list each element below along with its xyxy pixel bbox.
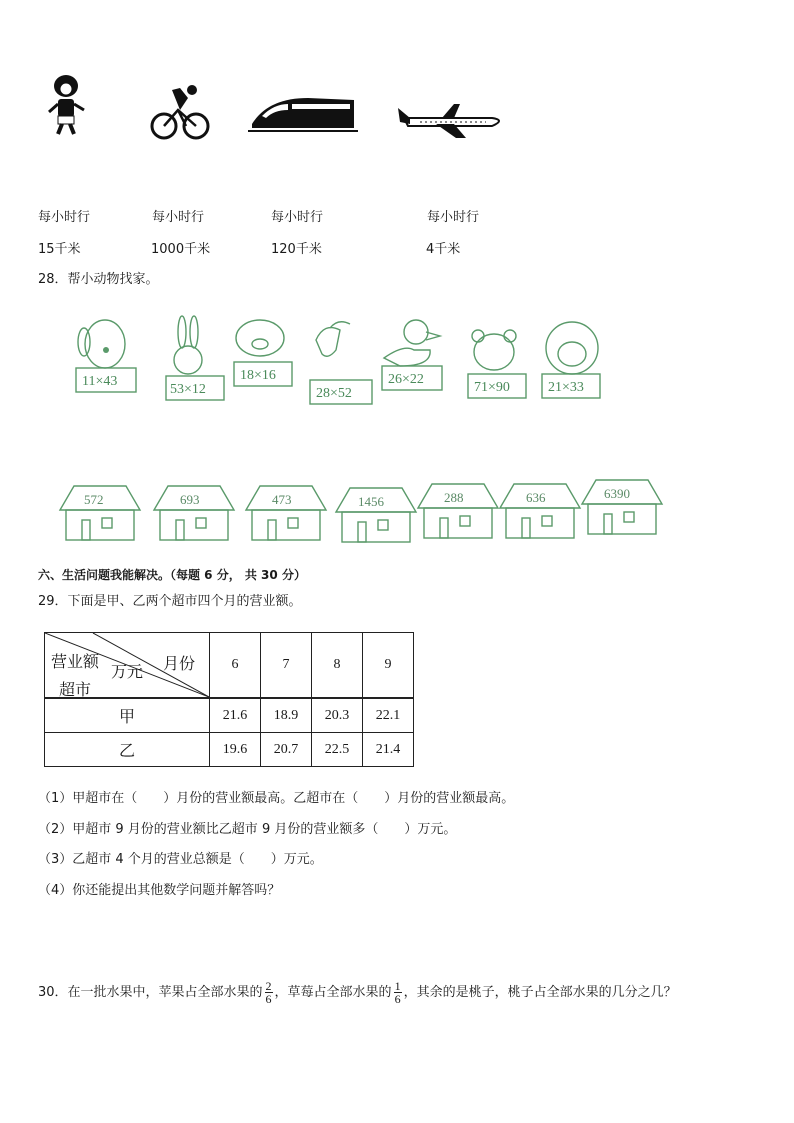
house-3	[246, 486, 326, 540]
fraction-numerator: 2	[265, 979, 272, 993]
month-header-6: 6	[210, 633, 261, 699]
fraction-denominator: 6	[265, 992, 272, 1006]
animal-expr-5: 26×22	[388, 372, 424, 387]
train-icon	[248, 94, 360, 134]
header-amount-label: 营业额	[51, 652, 100, 671]
person-walking-icon	[44, 72, 92, 140]
month-header-9: 9	[363, 633, 414, 699]
houses-row	[56, 474, 676, 544]
table-cell: 20.3	[312, 698, 363, 733]
vehicle-speed-3: 120千米	[271, 242, 322, 257]
table-cell: 21.6	[210, 698, 261, 733]
vehicle-label-4: 每小时行	[427, 210, 480, 225]
animal-expr-4: 28×52	[316, 386, 352, 401]
question-28: 28．帮小动物找家。	[38, 272, 159, 287]
table-cell: 22.5	[312, 733, 363, 767]
house-number-4: 1456	[358, 494, 384, 509]
vehicle-label-3: 每小时行	[271, 210, 324, 225]
house-2	[154, 486, 234, 540]
header-month-label: 月份	[163, 654, 196, 673]
vehicle-speed-4: 4千米	[426, 242, 461, 257]
question-29-sub2: （2）甲超市 9 月份的营业额比乙超市 9 月份的营业额多（ ）万元。	[38, 822, 457, 837]
section-6-title: 六、生活问题我能解决。（每题 6 分， 共 30 分）	[38, 568, 306, 582]
house-1	[60, 486, 140, 540]
table-header-row	[45, 633, 414, 699]
goat-icon	[310, 322, 372, 404]
question-29-sub3: （3）乙超市 4 个月的营业总额是（ ）万元。	[38, 852, 323, 867]
table-cell: 21.4	[363, 733, 414, 767]
diagonal-header-cell	[45, 633, 210, 699]
question-29: 29．下面是甲、乙两个超市四个月的营业额。	[38, 594, 302, 609]
header-unit-label: 万元	[111, 662, 144, 681]
animal-expr-2: 53×12	[170, 382, 206, 397]
house-number-2: 693	[180, 492, 200, 507]
house-number-7: 6390	[604, 486, 630, 501]
house-number-6: 636	[526, 490, 546, 505]
bear-icon	[468, 330, 526, 398]
house-6	[500, 484, 580, 538]
table-cell: 20.7	[261, 733, 312, 767]
question-30-part1: 30．在一批水果中，苹果占全部水果的	[38, 984, 263, 1000]
house-number-5: 288	[444, 490, 464, 505]
animals-row	[60, 310, 620, 410]
animal-expr-7: 21×33	[548, 380, 584, 395]
dog-icon	[76, 320, 136, 392]
vehicle-label-1: 每小时行	[38, 210, 91, 225]
house-4	[336, 488, 416, 542]
vehicle-speed-1: 15千米	[38, 242, 81, 257]
animal-expr-3: 18×16	[240, 368, 276, 383]
row-name-yi: 乙	[45, 733, 210, 767]
table-row	[45, 733, 414, 767]
house-number-3: 473	[272, 492, 292, 507]
question-30-part3: ，其余的是桃子，桃子占全部水果的几分之几？	[403, 984, 677, 1000]
vehicle-label-2: 每小时行	[152, 210, 205, 225]
fraction-denominator: 6	[394, 992, 401, 1006]
sales-table	[44, 632, 414, 767]
fraction-numerator: 1	[394, 979, 401, 993]
pig-icon	[234, 320, 292, 386]
header-market-label: 超市	[59, 680, 92, 699]
month-header-8: 8	[312, 633, 363, 699]
fraction-2-6	[265, 980, 273, 1005]
animal-expr-6: 71×90	[474, 380, 510, 395]
fraction-1-6	[394, 980, 402, 1005]
table-row	[45, 698, 414, 733]
question-30-part2: ，草莓占全部水果的	[274, 984, 392, 1000]
row-name-jia: 甲	[45, 698, 210, 733]
house-number-1: 572	[84, 492, 104, 507]
cyclist-icon	[150, 80, 210, 142]
table-cell: 22.1	[363, 698, 414, 733]
month-header-7: 7	[261, 633, 312, 699]
airplane-icon	[396, 100, 508, 140]
question-30	[38, 980, 677, 1005]
duck-icon	[382, 320, 442, 390]
monkey-icon	[542, 322, 600, 398]
question-29-sub1: （1）甲超市在（ ）月份的营业额最高。乙超市在（ ）月份的营业额最高。	[38, 791, 515, 806]
table-cell: 18.9	[261, 698, 312, 733]
house-7	[582, 480, 662, 534]
table-cell: 19.6	[210, 733, 261, 767]
house-5	[418, 484, 498, 538]
animal-expr-1: 11×43	[82, 374, 118, 389]
vehicle-speed-2: 1000千米	[151, 242, 211, 257]
question-29-sub4: （4）你还能提出其他数学问题并解答吗？	[38, 883, 281, 898]
rabbit-icon	[166, 316, 224, 400]
